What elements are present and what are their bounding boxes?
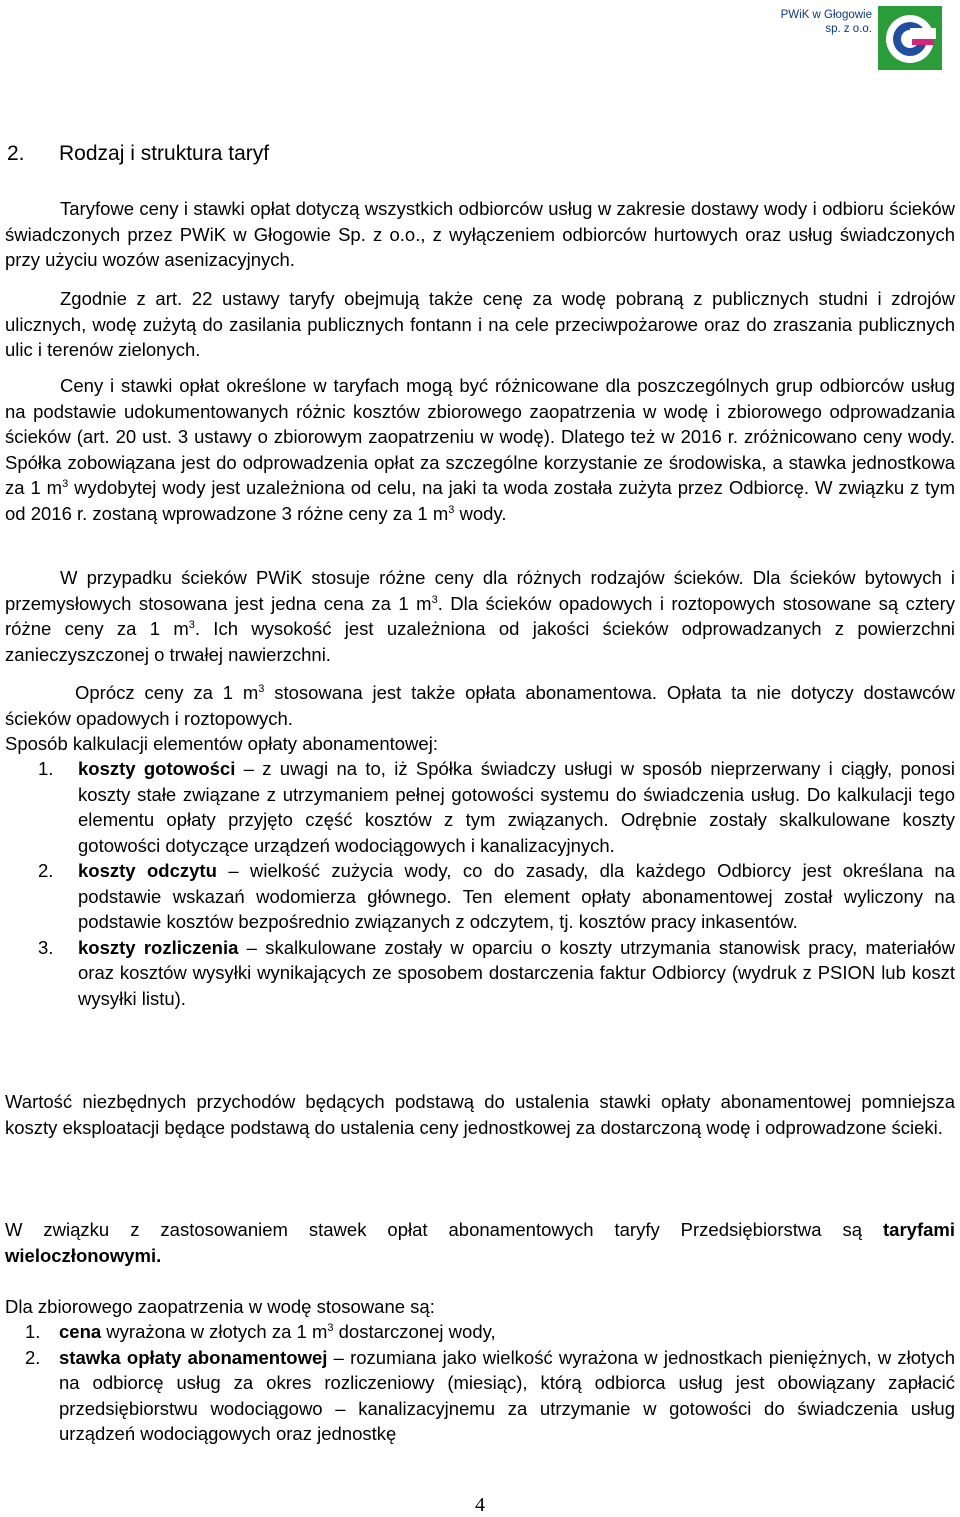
text-run: wydobytej wody jest uzależniona od celu, na jaki ta woda została zużyta przez Odbiorcę. W związku z tym od 2016 r. zostaną wprowadzone 3 różne ceny za 1 m — [5, 477, 955, 524]
bold-text: taryfami wieloczłonowymi. — [5, 1219, 955, 1266]
section-title: Rodzaj i struktura taryf — [59, 142, 270, 165]
text-run: stosowana jest także opłata abonamentowa. Opłata ta nie dotyczy dostawców ścieków opadowych i roztopowych. — [5, 682, 955, 729]
company-name — [781, 8, 872, 36]
pwik-logo-icon — [878, 6, 942, 70]
text-run: Ceny i stawki opłat określone w taryfach mogą być różnicowane dla poszczególnych grup odbiorców usług na podstawie udokumentowanych różnic kosztów zbiorowego zaopatrzenia w wodę i zbiorowego odprowadzania ścieków (art. 20 ust. 3 ustawy o zbiorowym zaopatrzeniu w wodę). Dlatego też w 2016 r. zróżnicowano ceny wody. Spółka zobowiązana jest do odprowadzenia opłat za szczególne korzystanie ze środowiska, a stawka jednostkowa za 1 m — [5, 375, 955, 498]
list-number: 1. — [25, 1321, 41, 1342]
list-item — [5, 1345, 955, 1447]
list-item — [5, 858, 955, 935]
company-name-line2: sp. z o.o. — [825, 23, 872, 35]
list-item — [5, 756, 955, 858]
paragraph-water-supply-intro: Dla zbiorowego zaopatrzenia w wodę stosowane są: — [5, 1296, 435, 1317]
cost-components-list — [5, 756, 955, 1011]
paragraph-price-differentiation — [5, 373, 955, 526]
superscript: 3 — [258, 683, 265, 695]
company-name-line1: PWiK w Głogowie — [780, 9, 872, 21]
text-run: W przypadku ścieków PWiK stosuje różne ceny dla różnych rodzajów ścieków. Dla ścieków bytowych i przemysłowych stosowana jest jedna cena za 1 m — [5, 567, 955, 614]
page-number: 4 — [475, 1494, 485, 1516]
text-run: Oprócz ceny za 1 m — [75, 682, 259, 703]
list-term: koszty odczytu — [78, 860, 217, 881]
list-item — [5, 1319, 955, 1345]
text-run: W związku z zastosowaniem stawek opłat abonamentowych taryfy Przedsiębiorstwa są — [5, 1219, 884, 1240]
section-heading — [7, 140, 269, 168]
list-text: – skalkulowane zostały w oparciu o koszty utrzymania stanowisk pracy, materiałów oraz kosztów wysyłki wynikających ze sposobem dostarczenia faktur Odbiorcy (wydruk z PSION lub koszt wysyłki listu). — [78, 936, 955, 1009]
paragraph-sewage-prices — [5, 565, 955, 667]
paragraph-subscription-fee — [5, 680, 955, 731]
superscript: 3 — [448, 503, 455, 516]
superscript: 3 — [62, 478, 69, 490]
text-run: . Ich wysokość jest uzależniona od jakości ścieków odprowadzanych z powierzchni zanieczyszczonej o trwałej nawierzchni. — [5, 618, 956, 665]
list-term: koszty rozliczenia — [78, 936, 239, 958]
superscript: 3 — [431, 593, 438, 606]
paragraph-scope: Taryfowe ceny i stawki opłat dotyczą wszystkich odbiorców usług w zakresie dostawy wody i odbioru ścieków świadczonych przez PWiK w Głogowie Sp. z o.o., z wyłączeniem odbiorców hurtowych oraz usług świadczonych przy użyciu wozów asenizacyjnych. — [5, 198, 955, 270]
list-text: – wielkość zużycia wody, co do zasady, dla każdego Odbiorcy jest określana na podstawie wskazań wodomierza głównego. Ten element opłaty abonamentowej został wyliczony na podstawie kosztów bezpośrednio związanych z odczytem, tj. kosztów pracy inkasentów. — [78, 860, 956, 932]
section-number: 2. — [7, 142, 25, 165]
list-term: cena — [59, 1321, 102, 1342]
superscript: 3 — [188, 619, 195, 631]
list-term: koszty gotowości — [78, 758, 236, 779]
superscript: 3 — [327, 1322, 334, 1334]
list-term: stawka opłaty abonamentowej — [59, 1346, 328, 1368]
list-number: 3. — [38, 936, 54, 958]
list-text: wyrażona w złotych za 1 m — [101, 1321, 328, 1342]
list-number: 1. — [38, 758, 54, 779]
list-text: – rozumiana jako wielkość wyrażona w jednostkach pieniężnych, w złotych na odbiorcę usług za okres rozliczeniowy (miesiąc), którą odbiorca usług jest obowiązany zapłacić przedsiębiorstwu wodociągowo – kanalizacyjnemu za utrzymanie w gotowości do świadczenia usług urządzeń wodociągowych oraz jednostkę — [59, 1346, 955, 1444]
list-number: 2. — [38, 860, 54, 881]
list-text: – z uwagi na to, iż Spółka świadczy usługi w sposób nieprzerwany i ciągły, ponosi koszty stałe związane z utrzymaniem pełnej gotowości systemu do świadczenia usług. Do kalkulacji tego elementu opłaty przyjęto część kosztów z tym związanych. Odrębnie zostały skalkulowane koszty gotowości dotyczące urządzeń wodociągowych i kanalizacyjnych. — [78, 758, 955, 856]
list-text: dostarczonej wody, — [333, 1321, 496, 1342]
text-run: . Dla ścieków opadowych i roztopowych stosowane są cztery różne ceny za 1 m — [5, 592, 955, 639]
paragraph-calculation-intro: Sposób kalkulacji elementów opłaty abonamentowej: — [5, 733, 438, 754]
text-run: wody. — [454, 502, 507, 524]
list-number: 2. — [25, 1346, 41, 1368]
tariff-elements-list — [5, 1319, 955, 1447]
paragraph-multi-part-tariff — [5, 1217, 955, 1268]
list-item — [5, 935, 955, 1012]
paragraph-revenue-value: Wartość niezbędnych przychodów będących podstawą do ustalenia stawki opłaty abonamentowej pomniejsza koszty eksploatacji będące podstawą do ustalenia ceny jednostkowej za dostarczoną wodę i odprowadzone ścieki. — [5, 1091, 955, 1138]
paragraph-art22: Zgodnie z art. 22 ustawy taryfy obejmują także cenę za wodę pobraną z publicznych studni i zdrojów ulicznych, wodę zużytą do zasilania publicznych fontann i na cele przeciwpożarowe oraz do zraszania publicznych ulic i terenów zielonych. — [5, 288, 955, 360]
